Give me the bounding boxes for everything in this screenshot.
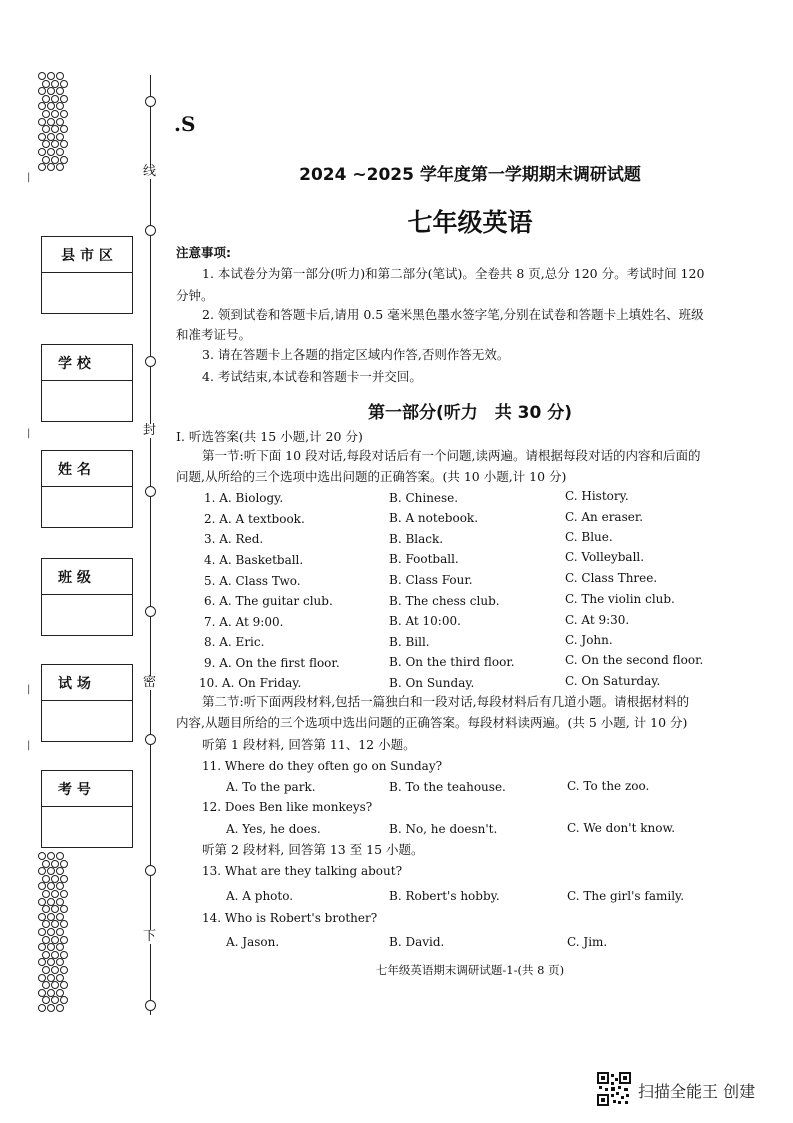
margin-dot xyxy=(51,981,59,989)
seal-line-circle xyxy=(145,606,156,617)
q9-option-c: C. On the second floor. xyxy=(565,653,704,667)
exam-number-box xyxy=(41,770,133,848)
class-box-label xyxy=(42,559,132,595)
exam-number-label: 考 号 xyxy=(58,781,91,798)
q10-option-b: B. On Sunday. xyxy=(389,676,475,690)
seal-line-circle xyxy=(145,96,156,107)
exam-title: 2024 ~2025 学年度第一学期期末调研试题 xyxy=(299,165,641,185)
q12-option-c: C. We don't know. xyxy=(567,821,676,835)
seal-line-circle xyxy=(145,865,156,876)
margin-dot xyxy=(56,928,64,936)
q3-option-c: C. Blue. xyxy=(565,530,613,544)
seal-char-below: 下 xyxy=(143,929,157,944)
sub1-intro-line: 问题,从所给的三个选项中选出问题的正确答案。(共 10 小题,计 10 分) xyxy=(176,469,567,484)
subject-title: 七年级英语 xyxy=(407,208,533,237)
q7-option-a: 7. A. At 9:00. xyxy=(204,615,284,629)
margin-dot xyxy=(47,943,55,951)
margin-dot xyxy=(42,890,50,898)
q6-option-a: 6. A. The guitar club. xyxy=(204,594,333,608)
q13-option-a: A. A photo. xyxy=(226,889,294,903)
margin-dot xyxy=(47,72,55,80)
q1-option-a: 1. A. Biology. xyxy=(204,491,284,505)
q1-option-b: B. Chinese. xyxy=(389,491,459,505)
margin-dot xyxy=(51,905,59,913)
class-box-field[interactable] xyxy=(42,595,132,635)
margin-dot xyxy=(38,148,46,156)
exam-number-box-field[interactable] xyxy=(42,807,132,847)
q4-option-b: B. Football. xyxy=(389,552,459,566)
q3-option-b: B. Black. xyxy=(389,532,444,546)
q14-option-c: C. Jim. xyxy=(567,935,608,949)
exam-room-box xyxy=(41,664,133,742)
margin-dot xyxy=(47,148,55,156)
name-box-label xyxy=(42,451,132,487)
exam-number-box-label xyxy=(42,771,132,807)
margin-dot xyxy=(56,148,64,156)
margin-dot xyxy=(38,928,46,936)
county-box-label: 县 市 区 xyxy=(42,237,132,273)
page-footer: 七年级英语期末调研试题-1-(共 8 页) xyxy=(375,963,565,977)
q13-option-b: B. Robert's hobby. xyxy=(389,889,500,903)
margin-dot xyxy=(60,905,68,913)
notice-line: 1. 本试卷分为第一部分(听力)和第二部分(笔试)。全卷共 8 页,总分 120 分。考试时间 120 xyxy=(202,266,705,281)
class-label: 班 级 xyxy=(58,569,91,586)
margin-dot xyxy=(60,966,68,974)
margin-dot xyxy=(51,966,59,974)
q9-option-a: 9. A. On the first floor. xyxy=(204,656,340,670)
seal-line-circle xyxy=(145,356,156,367)
notice-line: 和准考证号。 xyxy=(176,327,252,342)
margin-dot xyxy=(42,905,50,913)
school-box-field[interactable] xyxy=(42,381,132,421)
seal-line-circle xyxy=(145,486,156,497)
margin-dot xyxy=(51,110,59,118)
margin-dot xyxy=(60,890,68,898)
class-box xyxy=(41,558,133,636)
margin-dot xyxy=(38,163,46,171)
q10-option-a: 10. A. On Friday. xyxy=(199,676,302,690)
q4-option-c: C. Volleyball. xyxy=(565,550,645,564)
margin-dot xyxy=(38,867,46,875)
school-box-label xyxy=(42,345,132,381)
margin-dot xyxy=(56,72,64,80)
q2-option-a: 2. A. A textbook. xyxy=(204,512,305,526)
margin-dot xyxy=(60,110,68,118)
q12-stem: 12. Does Ben like monkeys? xyxy=(202,800,373,814)
q5-option-a: 5. A. Class Two. xyxy=(204,574,301,588)
margin-dot xyxy=(47,1004,55,1012)
seal-char-line: 线 xyxy=(143,164,157,179)
notice-line: 分钟。 xyxy=(176,288,214,303)
seal-char-seal: 封 xyxy=(143,423,157,438)
q8-option-a: 8. A. Eric. xyxy=(204,635,265,649)
seal-line-circle xyxy=(145,1000,156,1011)
q5-option-b: B. Class Four. xyxy=(389,573,473,587)
q12-option-a: A. Yes, he does. xyxy=(226,822,321,836)
margin-dot xyxy=(47,87,55,95)
q10-option-c: C. On Saturday. xyxy=(565,674,661,688)
exam-room-box-label xyxy=(42,665,132,701)
margin-dot xyxy=(56,1004,64,1012)
seal-line-circle xyxy=(145,225,156,236)
margin-dot xyxy=(38,87,46,95)
dot-pattern-top xyxy=(38,72,66,172)
margin-dot xyxy=(56,163,64,171)
notice-line: 4. 考试结束,本试卷和答题卡一并交回。 xyxy=(202,369,422,384)
q11-option-a: A. To the park. xyxy=(226,780,316,794)
q1-option-c: C. History. xyxy=(565,489,629,503)
name-box xyxy=(41,450,133,528)
q14-stem: 14. Who is Robert's brother? xyxy=(202,911,378,925)
margin-tick: | xyxy=(27,428,31,439)
q3-option-a: 3. A. Red. xyxy=(204,532,264,546)
material1-heading: 听第 1 段材料, 回答第 11、12 小题。 xyxy=(202,737,416,752)
notice-line: 3. 请在答题卡上各题的指定区域内作答,否则作答无效。 xyxy=(202,347,510,362)
margin-dot xyxy=(60,125,68,133)
part1-title: 第一部分(听力 共 30 分) xyxy=(367,403,573,423)
material2-heading: 听第 2 段材料, 回答第 13 至 15 小题。 xyxy=(202,842,424,857)
margin-dot xyxy=(38,943,46,951)
margin-dot xyxy=(60,981,68,989)
name-box-field[interactable] xyxy=(42,487,132,527)
q9-option-b: B. On the third floor. xyxy=(389,655,515,669)
qr-code-icon xyxy=(597,1072,631,1106)
margin-dot xyxy=(42,110,50,118)
margin-dot xyxy=(38,852,46,860)
margin-dot xyxy=(56,852,64,860)
margin-tick: | xyxy=(27,684,31,695)
q4-option-a: 4. A. Basketball. xyxy=(204,553,304,567)
sub2-intro-line: 内容,从题目所给的三个选项中选出问题的正确答案。每段材料读两遍。(共 5 小题, 计 10 分) xyxy=(176,715,688,730)
margin-dot xyxy=(51,125,59,133)
q11-option-c: C. To the zoo. xyxy=(567,779,650,793)
seal-line-circle xyxy=(145,734,156,745)
exam-room-label: 试 场 xyxy=(58,675,91,692)
exam-room-box-field[interactable] xyxy=(42,701,132,741)
margin-dot xyxy=(47,928,55,936)
q14-option-b: B. David. xyxy=(389,935,445,949)
margin-dot xyxy=(42,981,50,989)
notice-heading: 注意事项: xyxy=(176,245,231,260)
sub1-intro-line: 第一节:听下面 10 段对话,每段对话后有一个问题,读两遍。请根据每段对话的内容和后面的 xyxy=(202,448,701,463)
margin-dot xyxy=(51,890,59,898)
q2-option-c: C. An eraser. xyxy=(565,510,644,524)
dot-pattern-bottom xyxy=(38,852,66,1012)
margin-dot xyxy=(56,943,64,951)
scanner-label: 扫描全能王 创建 xyxy=(638,1082,756,1101)
sub2-intro-line: 第二节:听下面两段材料,包括一篇独白和一段对话,每段材料后有几道小题。请根据材料的 xyxy=(202,694,690,709)
q7-option-c: C. At 9:30. xyxy=(565,613,630,627)
margin-dot xyxy=(56,867,64,875)
q8-option-b: B. Bill. xyxy=(389,635,430,649)
q6-option-c: C. The violin club. xyxy=(565,592,675,606)
notice-line: 2. 领到试卷和答题卡后,请用 0.5 毫米黑色墨水签字笔,分别在试卷和答题卡上填姓名、班级 xyxy=(202,307,704,322)
section-heading: Ⅰ. 听选答案(共 15 小题,计 20 分) xyxy=(176,429,363,444)
county-box-field[interactable] xyxy=(42,273,132,313)
q8-option-c: C. John. xyxy=(565,633,613,647)
margin-dot xyxy=(42,125,50,133)
q11-stem: 11. Where do they often go on Sunday? xyxy=(202,759,443,773)
q11-option-b: B. To the teahouse. xyxy=(389,780,506,794)
q14-option-a: A. Jason. xyxy=(226,935,280,949)
margin-tick: | xyxy=(27,740,31,751)
q5-option-c: C. Class Three. xyxy=(565,571,658,585)
school-label: 学 校 xyxy=(58,355,91,372)
margin-dot xyxy=(47,852,55,860)
q2-option-b: B. A notebook. xyxy=(389,511,479,525)
q6-option-b: B. The chess club. xyxy=(389,594,500,608)
margin-dot xyxy=(38,72,46,80)
q12-option-b: B. No, he doesn't. xyxy=(389,822,498,836)
margin-dot xyxy=(47,867,55,875)
corner-mark: .S xyxy=(174,112,196,136)
margin-dot xyxy=(42,966,50,974)
seal-char-secret: 密 xyxy=(143,675,157,690)
margin-dot xyxy=(56,87,64,95)
school-box xyxy=(41,344,133,422)
margin-tick: | xyxy=(27,172,31,183)
q13-stem: 13. What are they talking about? xyxy=(202,864,402,878)
county-box xyxy=(41,236,133,314)
q7-option-b: B. At 10:00. xyxy=(389,614,461,628)
margin-dot xyxy=(47,163,55,171)
name-label: 姓 名 xyxy=(58,461,91,478)
margin-dot xyxy=(38,1004,46,1012)
q13-option-c: C. The girl's family. xyxy=(567,889,685,903)
